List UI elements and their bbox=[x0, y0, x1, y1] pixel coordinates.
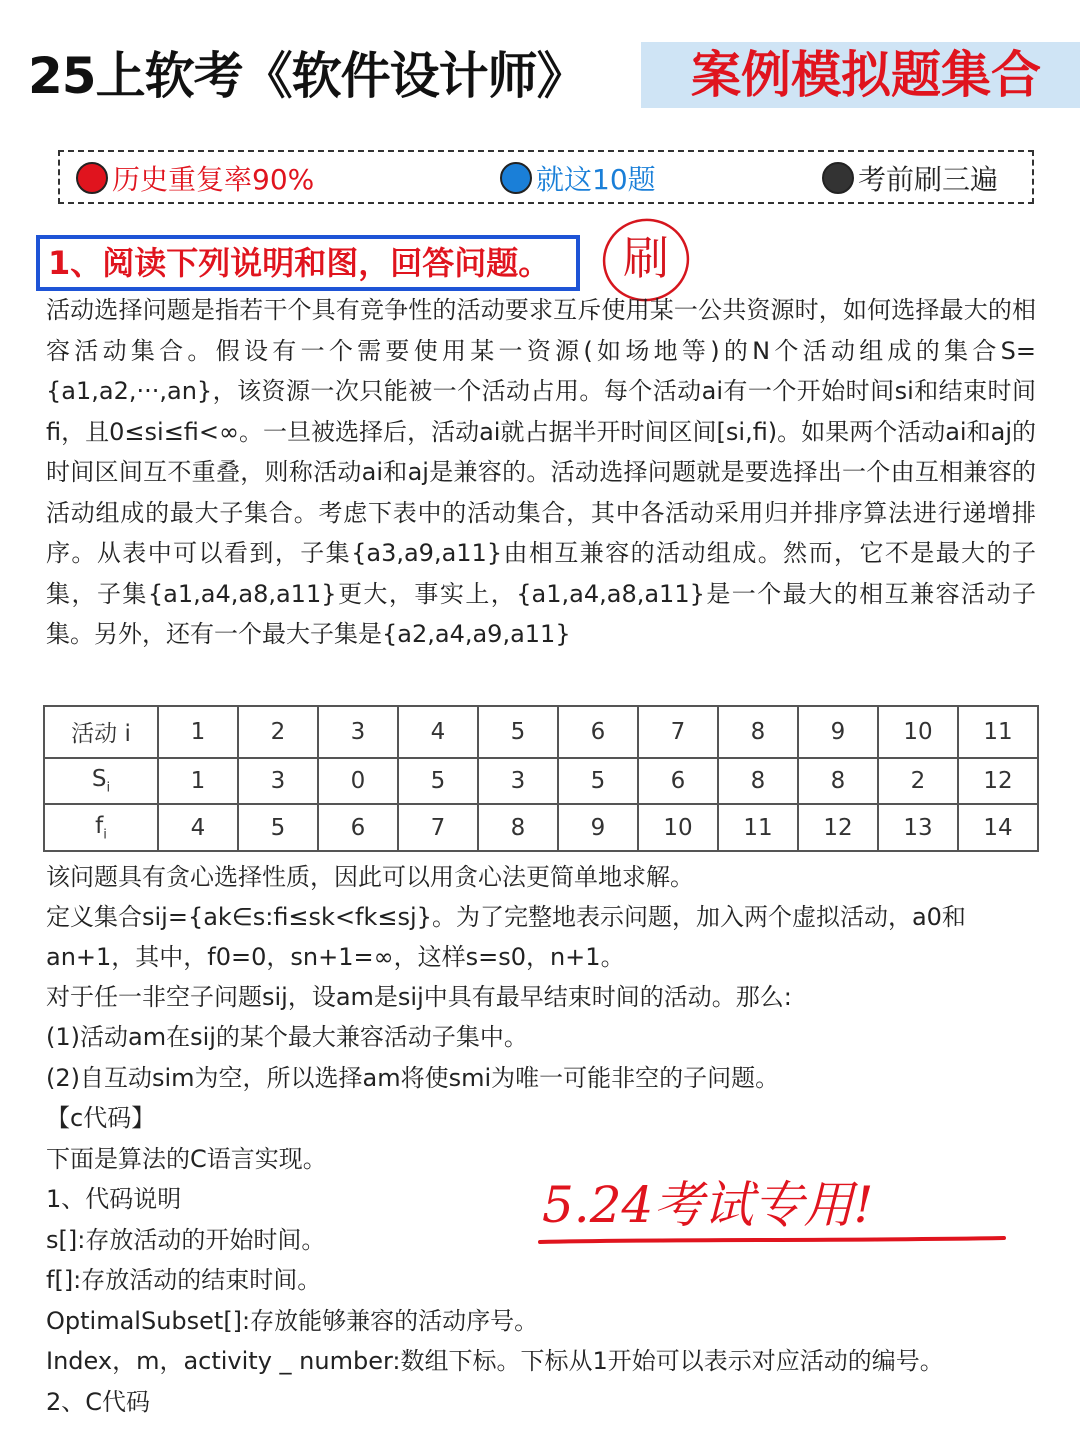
table-cell: 4 bbox=[158, 804, 238, 851]
table-cell: 2 bbox=[878, 758, 958, 805]
table-cell: 5 bbox=[238, 804, 318, 851]
table-cell: 5 bbox=[398, 758, 478, 805]
text-line: 定义集合sij={ak∈s:fi≤sk<fk≤sj}。为了完整地表示问题，加入两个虚拟活动，a0和 bbox=[46, 903, 966, 931]
text-line: (1)活动am在sij的某个最大兼容活动子集中。 bbox=[46, 1023, 528, 1051]
table-cell: 0 bbox=[318, 758, 398, 805]
text-line: 1、代码说明 bbox=[46, 1185, 182, 1213]
table-cell: 8 bbox=[718, 706, 798, 758]
table-cell: 5 bbox=[558, 758, 638, 805]
text-line: an+1，其中，f0=0，sn+1=∞，这样s=s0，n+1。 bbox=[46, 943, 625, 971]
table-cell: 1 bbox=[158, 706, 238, 758]
intro-paragraph: 活动选择问题是指若干个具有竞争性的活动要求互斥使用某一公共资源时，如何选择最大的相容活动集合。假设有一个需要使用某一资源(如场地等)的N个活动组成的集合S={a1,a2,···,an}，该资源一次只能被一个活动占用。每个活动ai有一个开始时间si和结束时间fi，且0≤si≤fi<∞。一旦被选择后，活动ai就占据半开时间区间[si,fi)。如果两个活动ai和aj的时间区间互不重叠，则称活动ai和aj是兼容的。活动选择问题就是要选择出一个由互相兼容的活动组成的最大子集合。考虑下表中的活动集合，其中各活动采用归并排序算法进行递增排序。从表中可以看到，子集{a3,a9,a11}由相互兼容的活动组成。然而，它不是最大的子集，子集{a1,a4,a8,a11}更大，事实上，{a1,a4,a8,a11}是一个最大的相互兼容活动子集。另外，还有一个最大子集是{a2,a4,a9,a11} bbox=[46, 296, 1036, 648]
handwritten-note bbox=[538, 1172, 1008, 1252]
tag-three-times bbox=[822, 160, 998, 196]
tag-ten-questions bbox=[500, 160, 656, 196]
table-cell: 8 bbox=[718, 758, 798, 805]
handwritten-note-text: 5.24考试专用! bbox=[542, 1176, 874, 1234]
table-cell: 6 bbox=[558, 706, 638, 758]
table-cell: 5 bbox=[478, 706, 558, 758]
table-cell: 9 bbox=[798, 706, 878, 758]
table-cell: 12 bbox=[798, 804, 878, 851]
table-cell: 6 bbox=[318, 804, 398, 851]
table-cell: 1 bbox=[158, 758, 238, 805]
black-dot-icon bbox=[822, 162, 854, 194]
question-heading: 1、阅读下列说明和图，回答问题。 bbox=[36, 235, 580, 291]
stamp-char: 刷 bbox=[623, 231, 669, 285]
page-title: 25上软考《软件设计师》 bbox=[28, 47, 586, 105]
table-cell: 8 bbox=[478, 804, 558, 851]
table-cell: 9 bbox=[558, 804, 638, 851]
underline-stroke bbox=[540, 1238, 1004, 1242]
table-cell: 4 bbox=[398, 706, 478, 758]
f-label: $f_i$ bbox=[44, 804, 158, 851]
page-title-highlight: 案例模拟题集合 bbox=[641, 42, 1080, 108]
table-cell: 6 bbox=[638, 758, 718, 805]
table-cell: 3 bbox=[318, 706, 398, 758]
header-label: 活动 i bbox=[44, 706, 158, 758]
text-line: f[]:存放活动的结束时间。 bbox=[46, 1266, 322, 1294]
red-dot-icon bbox=[76, 162, 108, 194]
text-line: 下面是算法的C语言实现。 bbox=[46, 1145, 327, 1173]
text-line: 该问题具有贪心选择性质，因此可以用贪心法更简单地求解。 bbox=[46, 863, 694, 891]
s-label: $S_i$ bbox=[44, 758, 158, 805]
table-cell: 12 bbox=[958, 758, 1038, 805]
table-cell: 8 bbox=[798, 758, 878, 805]
table-cell: 3 bbox=[478, 758, 558, 805]
table-cell: 10 bbox=[878, 706, 958, 758]
table-cell: 7 bbox=[638, 706, 718, 758]
table-row-index bbox=[44, 706, 1038, 758]
table-cell: 13 bbox=[878, 804, 958, 851]
table-cell: 10 bbox=[638, 804, 718, 851]
tag-label: 就这10题 bbox=[536, 163, 656, 196]
activity-table bbox=[43, 705, 1039, 852]
text-line: Index，m，activity _ number:数组下标。下标从1开始可以表示对应活动的编号。 bbox=[46, 1347, 944, 1375]
blue-dot-icon bbox=[500, 162, 532, 194]
tag-repeat-rate bbox=[76, 160, 314, 196]
text-line: 2、C代码 bbox=[46, 1388, 151, 1416]
table-cell: 7 bbox=[398, 804, 478, 851]
tag-box bbox=[58, 150, 1034, 204]
table-cell: 11 bbox=[958, 706, 1038, 758]
text-line: OptimalSubset[]:存放能够兼容的活动序号。 bbox=[46, 1307, 539, 1335]
text-line: (2)自互动sim为空，所以选择am将使smi为唯一可能非空的子问题。 bbox=[46, 1064, 780, 1092]
table-row-f bbox=[44, 804, 1038, 851]
title-row bbox=[28, 40, 1068, 112]
text-line: 对于任一非空子问题sij，设am是sij中具有最早结束时间的活动。那么: bbox=[46, 983, 792, 1011]
text-line: 【c代码】 bbox=[46, 1104, 156, 1132]
table-cell: 3 bbox=[238, 758, 318, 805]
table-cell: 11 bbox=[718, 804, 798, 851]
table-cell: 14 bbox=[958, 804, 1038, 851]
table-cell: 2 bbox=[238, 706, 318, 758]
table-row-s bbox=[44, 758, 1038, 805]
tag-label: 历史重复率90% bbox=[112, 163, 315, 196]
text-line: s[]:存放活动的开始时间。 bbox=[46, 1226, 326, 1254]
tag-label: 考前刷三遍 bbox=[858, 163, 999, 196]
